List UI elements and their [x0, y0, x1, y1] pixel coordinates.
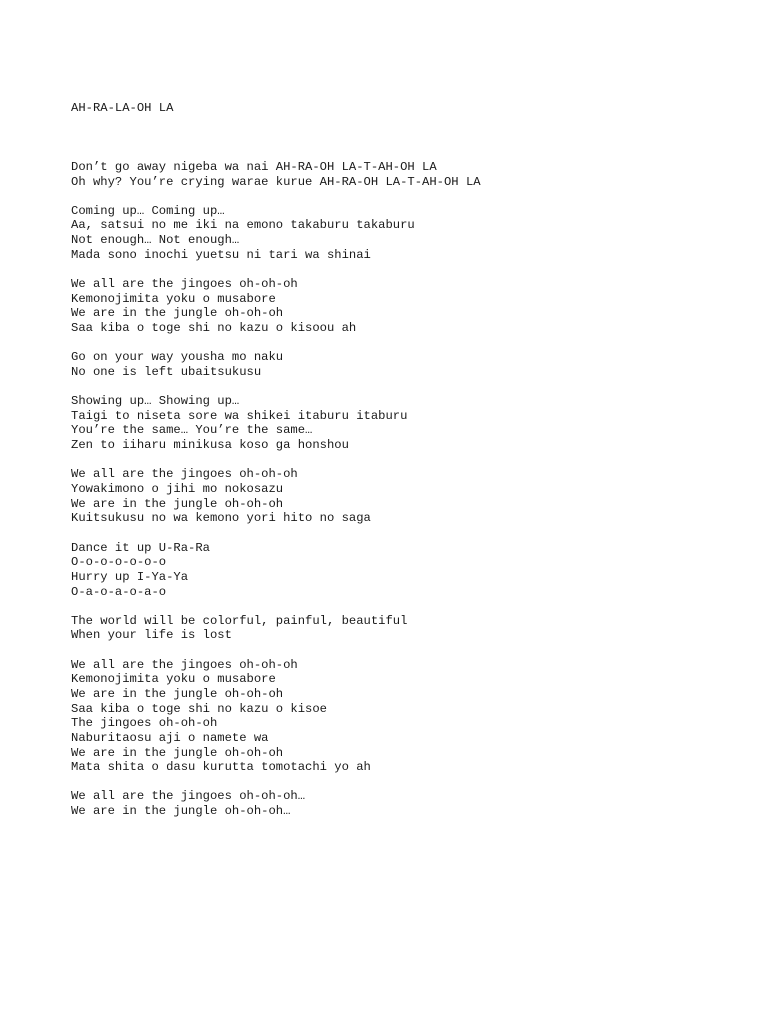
lyric-line: We are in the jungle oh-oh-oh: [71, 306, 284, 321]
lyric-line: We are in the jungle oh-oh-oh: [71, 745, 284, 760]
lyric-line: Dance it up U-Ra-Ra: [71, 540, 210, 555]
lyric-line: We all are the jingoes oh-oh-oh…: [71, 789, 306, 804]
lyric-line: Oh why? You’re crying warae kurue AH-RA-OH LA-T-AH-OH LA: [71, 174, 481, 189]
stanza: [71, 277, 731, 336]
lyric-line: Saa kiba o toge shi no kazu o kisoe: [71, 701, 327, 716]
lyric-line: We are in the jungle oh-oh-oh: [71, 496, 284, 511]
lyric-line: Not enough… Not enough…: [71, 233, 240, 248]
lyric-line: We are in the jungle oh-oh-oh…: [71, 804, 291, 819]
lyric-line: Coming up… Coming up…: [71, 203, 225, 218]
lyric-line: You’re the same… You’re the same…: [71, 423, 313, 438]
lyric-line: Taigi to niseta sore wa shikei itaburu itaburu: [71, 408, 408, 423]
lyric-line: We all are the jingoes oh-oh-oh: [71, 277, 298, 292]
lyric-line: Mata shita o dasu kurutta tomotachi yo ah: [71, 760, 371, 775]
lyric-line: Mada sono inochi yuetsu ni tari wa shinai: [71, 247, 371, 262]
stanza: [71, 658, 731, 775]
lyric-line: Kemonojimita yoku o musabore: [71, 672, 276, 687]
lyric-line: Don’t go away nigeba wa nai AH-RA-OH LA-T-AH-OH LA: [71, 159, 437, 174]
stanza: [71, 541, 731, 600]
stanza: [71, 789, 731, 818]
lyric-line: Hurry up I-Ya-Ya: [71, 569, 189, 584]
lyric-line: Saa kiba o toge shi no kazu o kisoou ah: [71, 320, 357, 335]
lyrics-body: [71, 72, 731, 819]
stanza: [71, 160, 731, 189]
lyric-line: Kemonojimita yoku o musabore: [71, 291, 276, 306]
song-title: AH-RA-LA-OH LA: [71, 101, 174, 116]
lyric-line: Aa, satsui no me iki na emono takaburu takaburu: [71, 218, 415, 233]
lyric-line: The jingoes oh-oh-oh: [71, 716, 218, 731]
stanza: [71, 350, 731, 379]
lyric-line: Showing up… Showing up…: [71, 394, 240, 409]
lyric-line: We are in the jungle oh-oh-oh: [71, 686, 284, 701]
stanza: [71, 467, 731, 526]
lyric-line: Naburitaosu aji o namete wa: [71, 730, 269, 745]
lyric-line: O-a-o-a-o-a-o: [71, 584, 167, 599]
lyric-line: Zen to iiharu minikusa koso ga honshou: [71, 438, 349, 453]
stanza: [71, 614, 731, 643]
lyric-line: When your life is lost: [71, 628, 232, 643]
lyric-line: The world will be colorful, painful, beautiful: [71, 613, 408, 628]
lyric-line: Go on your way yousha mo naku: [71, 350, 284, 365]
stanza: [71, 394, 731, 453]
lyric-line: O-o-o-o-o-o-o: [71, 555, 167, 570]
lyric-line: Yowakimono o jihi mo nokosazu: [71, 482, 284, 497]
lyric-line: We all are the jingoes oh-oh-oh: [71, 467, 298, 482]
stanza: [71, 204, 731, 263]
lyric-line: We all are the jingoes oh-oh-oh: [71, 657, 298, 672]
lyric-line: No one is left ubaitsukusu: [71, 364, 262, 379]
lyric-line: Kuitsukusu no wa kemono yori hito no saga: [71, 511, 371, 526]
